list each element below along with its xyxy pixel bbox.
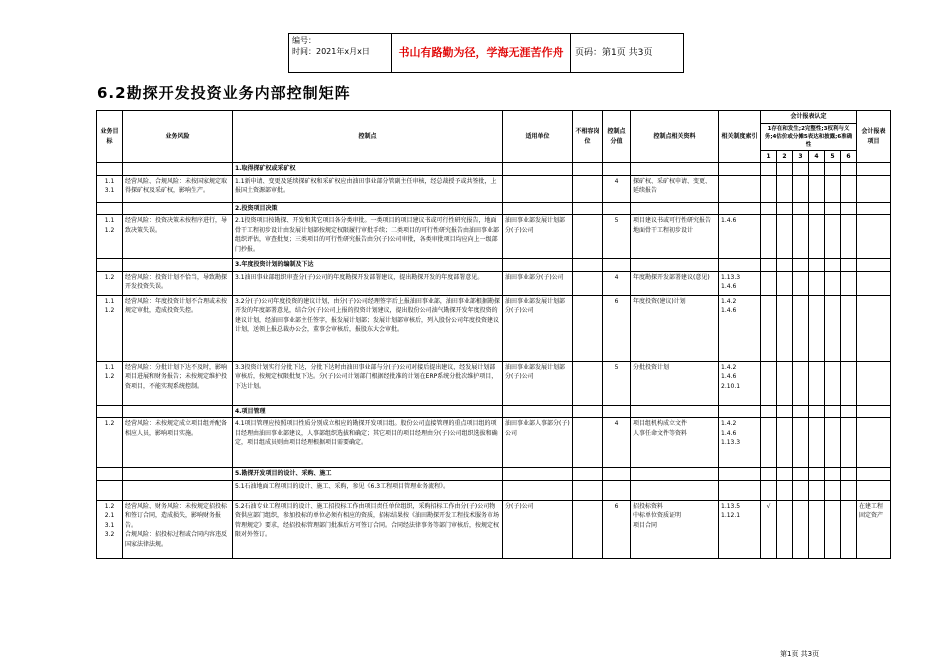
section-blank [573,163,603,176]
section-blank [841,259,857,272]
assertion-cell [841,418,857,468]
risk-cell: 经营风险：投资决策未按程序进行，导致决策失误。 [123,215,233,259]
section-blank [857,202,891,215]
assertion-cell [777,215,793,259]
assertion-cell [841,361,857,405]
col-assertions-desc: 1存在和发生;2完整性;3权利与义务;4估价或分摊5表达和披露;6准确性 [761,123,857,150]
section-blank [631,405,719,418]
col-assertions: 会计报表认定 [761,111,857,124]
section-blank [503,259,573,272]
control-cell: 3.2分(子)公司年度投资的建议计划，由分(子)公司经理签字后上报油田事业部，油田事业部根据勘探开发的年度部署意见，结合分(子)公司上报的投资计划建议，提出股份公司油气勘探开发年度投资的建议计划，经油田事业部主任签字，报发展计划部；发展计划部审核后，列入股份公司年度投资建议计划，送领上报总裁办公会，董事会审核后，报股东大会审批。 [233,295,503,361]
item-cell [857,215,891,259]
assertion-cell [793,215,809,259]
section-blank [857,468,891,481]
col-index: 相关制度索引 [719,111,761,163]
section-blank-2 [123,405,233,418]
section-blank-1 [97,405,123,418]
unit-cell: 油田事业部发展计划部分(子)公司 [503,215,573,259]
incompat-cell [573,500,603,558]
item-cell [857,295,891,361]
item-cell [857,418,891,468]
unit-cell: 油田事业部发展计划部分(子)公司 [503,295,573,361]
assertion-cell [809,500,825,558]
goal-cell: 1.1 3.1 [97,175,123,202]
section-blank [841,405,857,418]
assertion-cell [809,215,825,259]
unit-cell: 油田事业部分(子)公司 [503,271,573,295]
risk-cell [123,480,233,500]
section-blank [573,202,603,215]
assertion-cell [777,175,793,202]
col-unit: 适用单位 [503,111,573,163]
section-blank [603,259,631,272]
section-blank [809,468,825,481]
section-blank [631,259,719,272]
index-cell: 1.4.2 1.4.6 2.10.1 [719,361,761,405]
section-blank-2 [123,468,233,481]
section-blank [719,405,761,418]
section-blank [761,202,777,215]
assertion-cell [841,175,857,202]
item-cell [857,271,891,295]
col-docs: 控制点相关资料 [631,111,719,163]
incompat-cell [573,175,603,202]
goal-cell: 1.2 [97,418,123,468]
assertion-cell [809,418,825,468]
control-cell: 3.3投资计划实行分批下达，分批下达时由油田事业部与分(子)公司对接后提出建议，经发展计划部审核后，按规定权限批复下达。分(子)公司计划部门根据经批准的计划在ERP系统分批次维护项目，下达计划。 [233,361,503,405]
unit-cell: 油田事业部发展计划部分(子)公司 [503,361,573,405]
index-cell [719,480,761,500]
assertion-cell [793,175,809,202]
docs-cell [631,480,719,500]
section-blank [841,202,857,215]
section-title: 4.项目管理 [233,405,503,418]
section-blank-1 [97,468,123,481]
section-blank [841,468,857,481]
assertion-cell [761,271,777,295]
docs-cell: 年度投资(建议)计划 [631,295,719,361]
section-blank [793,202,809,215]
unit-cell [503,480,573,500]
col-risk: 业务风险 [123,111,233,163]
table-row [97,500,891,558]
control-cell: 2.1投资项目按勘探、开发和其它项目各分类审批。一类项目的项目建议书或可行性研究报告，地面骨干工程初步设计由发展计划部按规定权限履行审批手续；二类项目的可行性研究报告由油田事业部组织评估，审查批复；三类项目的可行性研究报告由分(子)公司审批，各类审批项目均应向上一级部门抄报。 [233,215,503,259]
header-motto: 书山有路勤为径，学海无涯苦作舟 [391,33,571,73]
control-cell: 3.1油田事业部组织审查分(子)公司的年度勘探开发部署建议，提出勘探开发的年度部署意见。 [233,271,503,295]
control-cell: 1.1新申请、变更及延续探矿权和采矿权应由油田事业部分管副主任审核，经总裁授予或共签批，上报国土资源部审批。 [233,175,503,202]
section-blank [573,468,603,481]
section-blank [825,259,841,272]
section-blank-1 [97,163,123,176]
assertion-number: 6 [841,150,857,163]
goal-cell: 1.2 [97,271,123,295]
section-title: 1.取得探矿权或采矿权 [233,163,503,176]
assertion-number: 5 [825,150,841,163]
item-cell [857,480,891,500]
section-blank [777,405,793,418]
score-cell: 4 [603,418,631,468]
section-row [97,468,891,481]
score-cell: 5 [603,361,631,405]
table-row [97,361,891,405]
section-blank [761,405,777,418]
control-matrix-table [96,110,891,559]
section-blank-2 [123,202,233,215]
section-blank [793,468,809,481]
docs-cell: 年度勘探开发部署建议(意见) [631,271,719,295]
goal-cell: 1.2 2.1 3.1 3.2 [97,500,123,558]
col-incompat: 不相容岗位 [573,111,603,163]
assertion-cell [841,215,857,259]
assertion-cell [761,418,777,468]
assertion-cell [809,295,825,361]
page-header [288,33,684,73]
header-row [97,111,891,124]
section-title: 5.勘探开发项目的设计、采购、施工 [233,468,503,481]
section-blank [777,163,793,176]
assertion-cell [825,361,841,405]
assertion-cell [793,361,809,405]
assertion-cell [809,480,825,500]
section-blank-2 [123,163,233,176]
document-title: 6.2勘探开发投资业务内部控制矩阵 [97,84,351,102]
section-blank [793,259,809,272]
section-blank [719,202,761,215]
section-blank [809,259,825,272]
section-row [97,202,891,215]
section-blank [761,468,777,481]
risk-cell: 经营风险、财务风险：未按规定招投标和签订合同，造成损失，影响财务报告。 合规风险：招投标过程或合同内容违反国家法律法规。 [123,500,233,558]
section-blank [841,163,857,176]
assertion-cell [761,295,777,361]
col-goal: 业务目标 [97,111,123,163]
item-cell: 在建工程 固定资产 [857,500,891,558]
incompat-cell [573,418,603,468]
section-blank [825,202,841,215]
score-cell: 4 [603,175,631,202]
assertion-cell [825,271,841,295]
assertion-number: 3 [793,150,809,163]
col-item: 会计报表项目 [857,111,891,163]
section-blank [761,163,777,176]
section-blank [857,405,891,418]
assertion-cell [793,295,809,361]
table-row [97,418,891,468]
section-title: 2.投资项目决策 [233,202,503,215]
section-blank [503,468,573,481]
section-blank [857,163,891,176]
section-blank [825,468,841,481]
goal-cell [97,480,123,500]
assertion-cell [841,295,857,361]
assertion-cell [777,480,793,500]
docs-cell: 探矿权、采矿权申请、变更、延续报告 [631,175,719,202]
docs-cell: 招投标资料 中标单位资质证明 项目合同 [631,500,719,558]
score-cell: 5 [603,215,631,259]
index-cell: 1.4.2 1.4.6 1.13.3 [719,418,761,468]
section-blank-2 [123,259,233,272]
item-cell [857,175,891,202]
header-meta [288,33,392,73]
risk-cell: 经营风险：投资计划不恰当，导致勘探开发投资失误。 [123,271,233,295]
assertion-cell [761,361,777,405]
table-row [97,215,891,259]
assertion-cell [761,215,777,259]
risk-cell: 经营风险：分批计划下达不及时，影响项目进展和财务报告；未按规定维护投资项目，不能实现系统控制。 [123,361,233,405]
assertion-cell [793,500,809,558]
assertion-cell [777,295,793,361]
section-blank [631,163,719,176]
page-footer: 第1页 共3页 [780,650,820,658]
incompat-cell [573,215,603,259]
time-label: 时间：2021年x月x日 [292,47,370,56]
section-blank [573,405,603,418]
assertion-number: 2 [777,150,793,163]
section-blank-1 [97,259,123,272]
risk-cell: 经营风险、合规风险：未按国家规定取得探矿权及采矿权，影响生产。 [123,175,233,202]
incompat-cell [573,295,603,361]
unit-cell: 油田事业部人事部分(子)公司 [503,418,573,468]
assertion-cell [809,175,825,202]
assertion-cell [825,480,841,500]
risk-cell: 经营风险：年度投资计划不合理或未按规定审批，造成投资失控。 [123,295,233,361]
section-blank [573,259,603,272]
index-cell: 1.4.6 [719,215,761,259]
assertion-cell [825,500,841,558]
section-blank [719,259,761,272]
docs-cell: 项目建议书或可行性研究报告 地面骨干工程初步设计 [631,215,719,259]
unit-cell: 分(子)公司 [503,500,573,558]
section-blank [719,468,761,481]
section-blank [503,163,573,176]
score-cell: 6 [603,500,631,558]
section-blank [793,163,809,176]
incompat-cell [573,361,603,405]
index-cell [719,175,761,202]
assertion-cell [841,480,857,500]
assertion-cell [777,271,793,295]
section-blank [777,202,793,215]
table-row [97,271,891,295]
assertion-cell [825,175,841,202]
assertion-cell [809,271,825,295]
section-title: 3.年度投资计划的编制及下达 [233,259,503,272]
assertion-cell [761,175,777,202]
docs-cell: 项目组机构成立文件 人事任命文件等资料 [631,418,719,468]
section-blank [809,202,825,215]
assertion-cell: √ [761,500,777,558]
section-blank [603,163,631,176]
control-cell: 5.1石油地面工程项目的设计、施工、采购，参见《6.3工程项目管理业务流程》。 [233,480,503,500]
section-blank [793,405,809,418]
section-blank [631,202,719,215]
goal-cell: 1.1 1.2 [97,361,123,405]
assertion-cell [777,361,793,405]
section-blank [503,202,573,215]
section-row [97,405,891,418]
index-cell: 1.13.3 1.4.6 [719,271,761,295]
section-blank-1 [97,202,123,215]
assertion-cell [841,271,857,295]
item-cell [857,361,891,405]
header-page: 页码：第1页 共3页 [570,33,684,73]
section-blank [777,468,793,481]
assertion-cell [777,418,793,468]
assertion-number: 4 [809,150,825,163]
unit-cell [503,175,573,202]
control-cell: 4.1项目管理应按照项目性质分别成立相应的勘探开发项目组。股份公司直接管理的重点项目组的项目经理由油田事业部建议，人事部组织选拔和确定；其它项目的项目经理由分(子)公司组织选拔和确定，项目组成员则由项目经理根据项目需要确定。 [233,418,503,468]
table-row [97,480,891,500]
section-blank [761,259,777,272]
assertion-cell [777,500,793,558]
index-cell: 1.4.2 1.4.6 [719,295,761,361]
docs-cell: 分批投资计划 [631,361,719,405]
section-blank [503,405,573,418]
assertion-cell [825,295,841,361]
table-row [97,175,891,202]
goal-cell: 1.1 1.2 [97,295,123,361]
section-row [97,259,891,272]
assertion-cell [761,480,777,500]
section-blank [809,405,825,418]
col-control: 控制点 [233,111,503,163]
section-blank [603,468,631,481]
section-blank [825,163,841,176]
section-blank [719,163,761,176]
risk-cell: 经营风险：未按规定成立项目组并配备相应人员，影响项目实施。 [123,418,233,468]
incompat-cell [573,271,603,295]
assertion-number: 1 [761,150,777,163]
section-blank [857,259,891,272]
col-score: 控制点分值 [603,111,631,163]
section-blank [777,259,793,272]
assertion-cell [793,480,809,500]
score-cell: 4 [603,271,631,295]
assertion-cell [841,500,857,558]
assertion-cell [825,418,841,468]
assertion-cell [793,271,809,295]
index-cell: 1.13.5 1.12.1 [719,500,761,558]
section-row [97,163,891,176]
section-blank [809,163,825,176]
table-row [97,295,891,361]
score-cell [603,480,631,500]
goal-cell: 1.1 1.2 [97,215,123,259]
number-label: 编号： [292,36,316,45]
assertion-cell [809,361,825,405]
section-blank [603,202,631,215]
assertion-cell [825,215,841,259]
control-cell: 5.2石油专业工程项目的设计、施工招投标工作由项目责任单位组织，采购招标工作由分(子)公司物资供应部门组织，参加投标的单位必须有相应的资质，招标结果按《油田勘探开发工程技术服务市场管理规定》要求，经招投标管理部门批准后方可签订合同。合同经法律事务等部门审核后，按规定权限对外签订。 [233,500,503,558]
score-cell: 6 [603,295,631,361]
incompat-cell [573,480,603,500]
section-blank [825,405,841,418]
section-blank [631,468,719,481]
assertion-cell [793,418,809,468]
section-blank [603,405,631,418]
